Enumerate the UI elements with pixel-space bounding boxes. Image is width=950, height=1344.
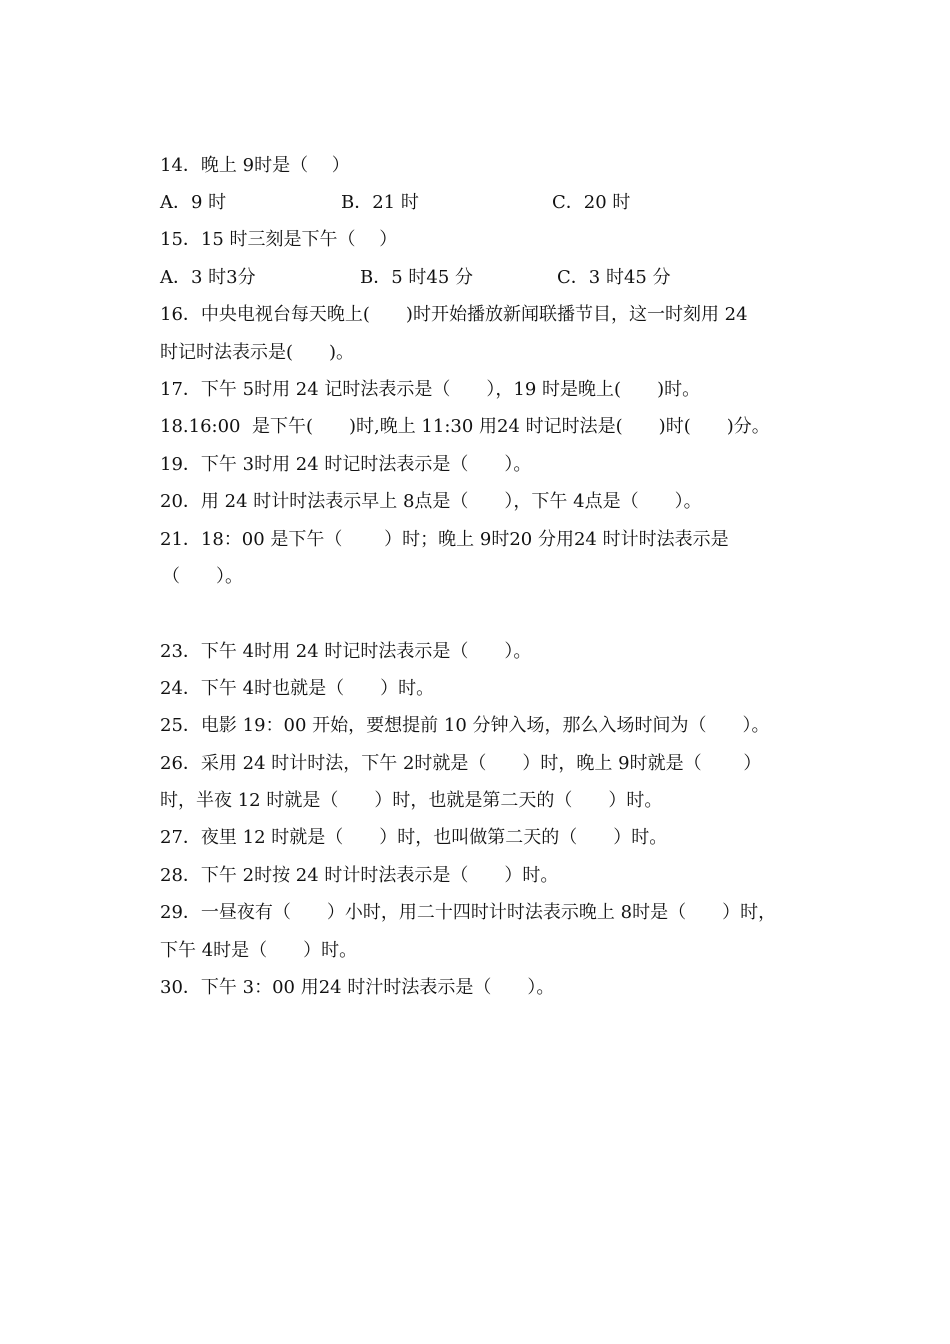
question-21-line-2: （ ）。 bbox=[162, 566, 243, 587]
question-21-line-1: 21．18：00 是下午（ ）时；晚上 9时20 分用24 时计时法表示是 bbox=[160, 529, 729, 550]
question-15-option-a: A．3 时3分 bbox=[160, 267, 256, 288]
question-15: 15．15 时三刻是下午（ ） bbox=[160, 229, 398, 250]
question-26-line-1: 26．采用 24 时计时法，下午 2时就是（ ）时，晚上 9时就是（ ） bbox=[160, 753, 762, 774]
question-27: 27．夜里 12 时就是（ ）时，也叫做第二天的（ ）时。 bbox=[160, 827, 668, 848]
question-14-option-b: B．21 时 bbox=[341, 192, 419, 213]
question-14: 14．晚上 9时是（ ） bbox=[160, 155, 350, 176]
question-25: 25．电影 19：00 开始，要想提前 10 分钟入场，那么入场时间为（ ）。 bbox=[160, 715, 770, 736]
question-18: 18.16:00 是下午( )时,晚上 11:30 用24 时记时法是( )时( )分。 bbox=[160, 416, 770, 437]
question-14-option-a: A．9 时 bbox=[160, 192, 227, 213]
question-23: 23．下午 4时用 24 时记时法表示是（ ）。 bbox=[160, 641, 532, 662]
question-30: 30．下午 3：00 用24 时汁时法表示是（ ）。 bbox=[160, 977, 555, 998]
question-15-option-c: C．3 时45 分 bbox=[557, 267, 671, 288]
question-29-line-2: 下午 4时是（ ）时。 bbox=[160, 940, 358, 961]
question-19: 19．下午 3时用 24 时记时法表示是（ ）。 bbox=[160, 454, 532, 475]
question-28: 28．下午 2时按 24 时计时法表示是（ ）时。 bbox=[160, 865, 559, 886]
question-15-option-b: B．5 时45 分 bbox=[360, 267, 474, 288]
question-16-line-2: 时记时法表示是( )。 bbox=[160, 342, 355, 363]
question-16-line-1: 16．中央电视台每天晚上( )时开始播放新闻联播节目，这一时刻用 24 bbox=[160, 304, 748, 325]
question-29-line-1: 29．一昼夜有（ ）小时，用二十四时计时法表示晚上 8时是（ ）时， bbox=[160, 902, 777, 923]
question-17: 17．下午 5时用 24 记时法表示是（ ），19 时是晚上( )时。 bbox=[160, 379, 701, 400]
question-26-line-2: 时，半夜 12 时就是（ ）时，也就是第二天的（ ）时。 bbox=[160, 790, 663, 811]
question-20: 20．用 24 时计时法表示早上 8点是（ ），下午 4点是（ ）。 bbox=[160, 491, 702, 512]
question-24: 24．下午 4时也就是（ ）时。 bbox=[160, 678, 435, 699]
question-14-option-c: C．20 时 bbox=[552, 192, 631, 213]
